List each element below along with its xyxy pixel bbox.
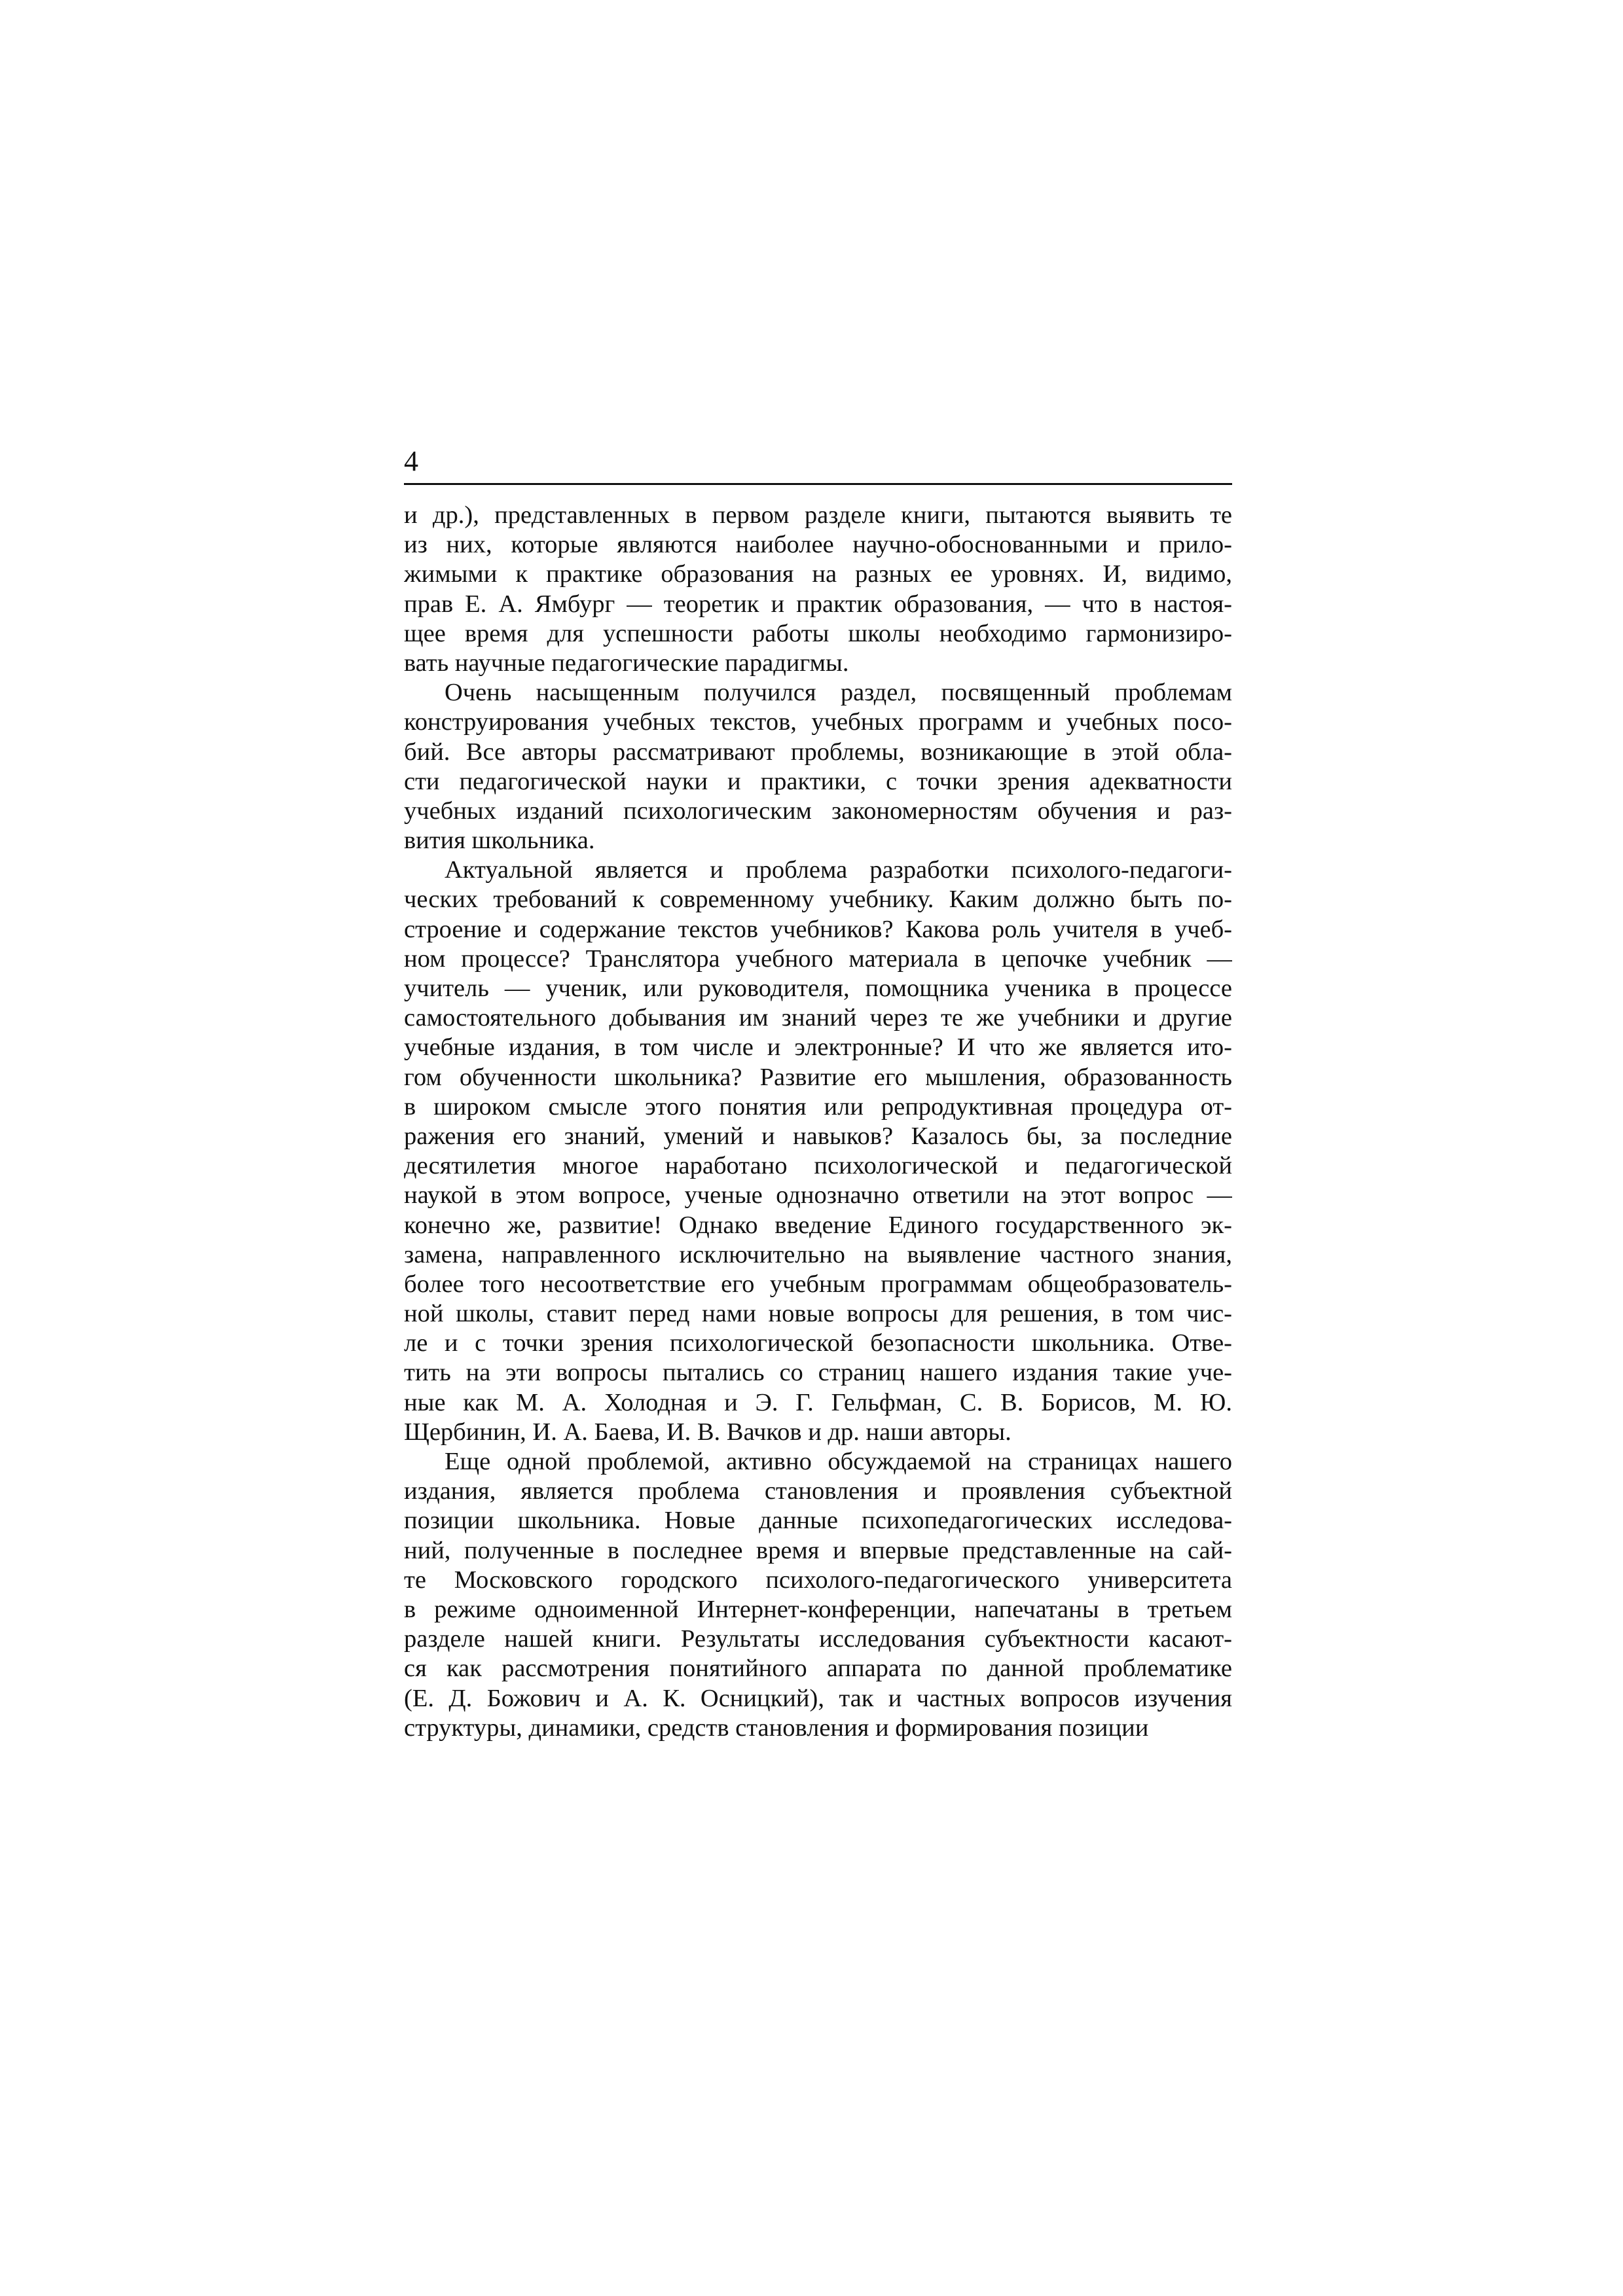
text-line: конструирования учебных текстов, учебных программ и учебных посо- bbox=[404, 708, 1232, 736]
paragraph bbox=[404, 855, 1232, 1447]
text-line: наукой в этом вопросе, ученые однозначно ответили на этот вопрос — bbox=[404, 1181, 1232, 1210]
paragraph bbox=[404, 678, 1232, 855]
text-line: ле и с точки зрения психологической безопасности школьника. Отве- bbox=[404, 1329, 1232, 1357]
text-line: жимыми к практике образования на разных ее уровнях. И, видимо, bbox=[404, 560, 1232, 588]
text-line: ческих требований к современному учебнику. Каким должно быть по- bbox=[404, 886, 1232, 914]
text-line: учебные издания, в том числе и электронные? И что же является ито- bbox=[404, 1033, 1232, 1062]
text-line: разделе нашей книги. Результаты исследования субъектности касают- bbox=[404, 1625, 1232, 1653]
paragraph bbox=[404, 501, 1232, 678]
text-line: замена, направленного исключительно на выявление частного знания, bbox=[404, 1240, 1232, 1268]
text-line: десятилетия многое наработано психологической и педагогической bbox=[404, 1152, 1232, 1180]
text-line: Актуальной является и проблема разработки психолого-педагоги- bbox=[445, 856, 1232, 884]
text-line: щее время для успешности работы школы необходимо гармонизиро- bbox=[404, 619, 1232, 647]
text-line: вать научные педагогические парадигмы. bbox=[404, 649, 849, 677]
text-line: из них, которые являются наиболее научно-обоснованными и прило- bbox=[404, 531, 1232, 559]
text-line: те Московского городского психолого-педагогического университета bbox=[404, 1566, 1232, 1594]
text-line: Очень насыщенным получился раздел, посвященный проблемам bbox=[445, 679, 1232, 707]
header-rule bbox=[404, 483, 1232, 485]
text-line: и др.), представленных в первом разделе книги, пытаются выявить те bbox=[404, 501, 1232, 529]
text-line: ной школы, ставит перед нами новые вопросы для решения, в том чис- bbox=[404, 1300, 1232, 1328]
text-line: Щербинин, И. А. Баева, И. В. Вачков и др. наши авторы. bbox=[404, 1418, 1012, 1446]
paragraph bbox=[404, 1447, 1232, 1743]
text-line: Еще одной проблемой, активно обсуждаемой на страницах нашего bbox=[445, 1448, 1232, 1475]
text-line: учитель — ученик, или руководителя, помощника ученика в процессе bbox=[404, 975, 1232, 1002]
text-line: сти педагогической науки и практики, с точки зрения адекватности bbox=[404, 767, 1232, 795]
text-line: в широком смысле этого понятия или репродуктивная процедура от- bbox=[404, 1092, 1232, 1121]
page-number: 4 bbox=[404, 445, 418, 477]
text-line: учебных изданий психологическим закономерностям обучения и раз- bbox=[404, 797, 1232, 825]
text-line: самостоятельного добывания им знаний через те же учебники и другие bbox=[404, 1004, 1232, 1032]
page-header bbox=[404, 445, 1232, 484]
text-line: (Е. Д. Божович и А. К. Осницкий), так и частных вопросов изучения bbox=[404, 1684, 1232, 1712]
text-line: издания, является проблема становления и проявления субъектной bbox=[404, 1477, 1232, 1505]
text-line: ном процессе? Транслятора учебного материала в цепочке учебник — bbox=[404, 944, 1232, 973]
text-line: ные как М. А. Холодная и Э. Г. Гельфман, С. В. Борисов, М. Ю. bbox=[404, 1388, 1232, 1416]
text-line: более того несоответствие его учебным программам общеобразователь- bbox=[404, 1270, 1232, 1298]
text-line: гом обученности школьника? Развитие его мышления, образованность bbox=[404, 1063, 1232, 1091]
text-line: ражения его знаний, умений и навыков? Казалось бы, за последние bbox=[404, 1122, 1232, 1150]
text-line: ний, полученные в последнее время и впервые представленные на сай- bbox=[404, 1536, 1232, 1564]
text-line: вития школьника. bbox=[404, 827, 595, 855]
text-line: структуры, динамики, средств становления и формирования позиции bbox=[404, 1713, 1149, 1742]
text-line: конечно же, развитие! Однако введение Единого государственного эк- bbox=[404, 1211, 1232, 1239]
text-line: строение и содержание текстов учебников? Какова роль учителя в учеб- bbox=[404, 915, 1232, 943]
text-line: тить на эти вопросы пытались со страниц нашего издания такие уче- bbox=[404, 1359, 1232, 1387]
text-line: в режиме одноименной Интернет-конференции, напечатаны в третьем bbox=[404, 1595, 1232, 1623]
body-text bbox=[404, 501, 1232, 1743]
text-line: позиции школьника. Новые данные психопедагогических исследова- bbox=[404, 1507, 1232, 1535]
text-line: прав Е. А. Ямбург — теоретик и практик образования, — что в настоя- bbox=[404, 590, 1232, 618]
text-line: бий. Все авторы рассматривают проблемы, возникающие в этой обла- bbox=[404, 738, 1232, 766]
text-line: ся как рассмотрения понятийного аппарата по данной проблематике bbox=[404, 1655, 1232, 1683]
